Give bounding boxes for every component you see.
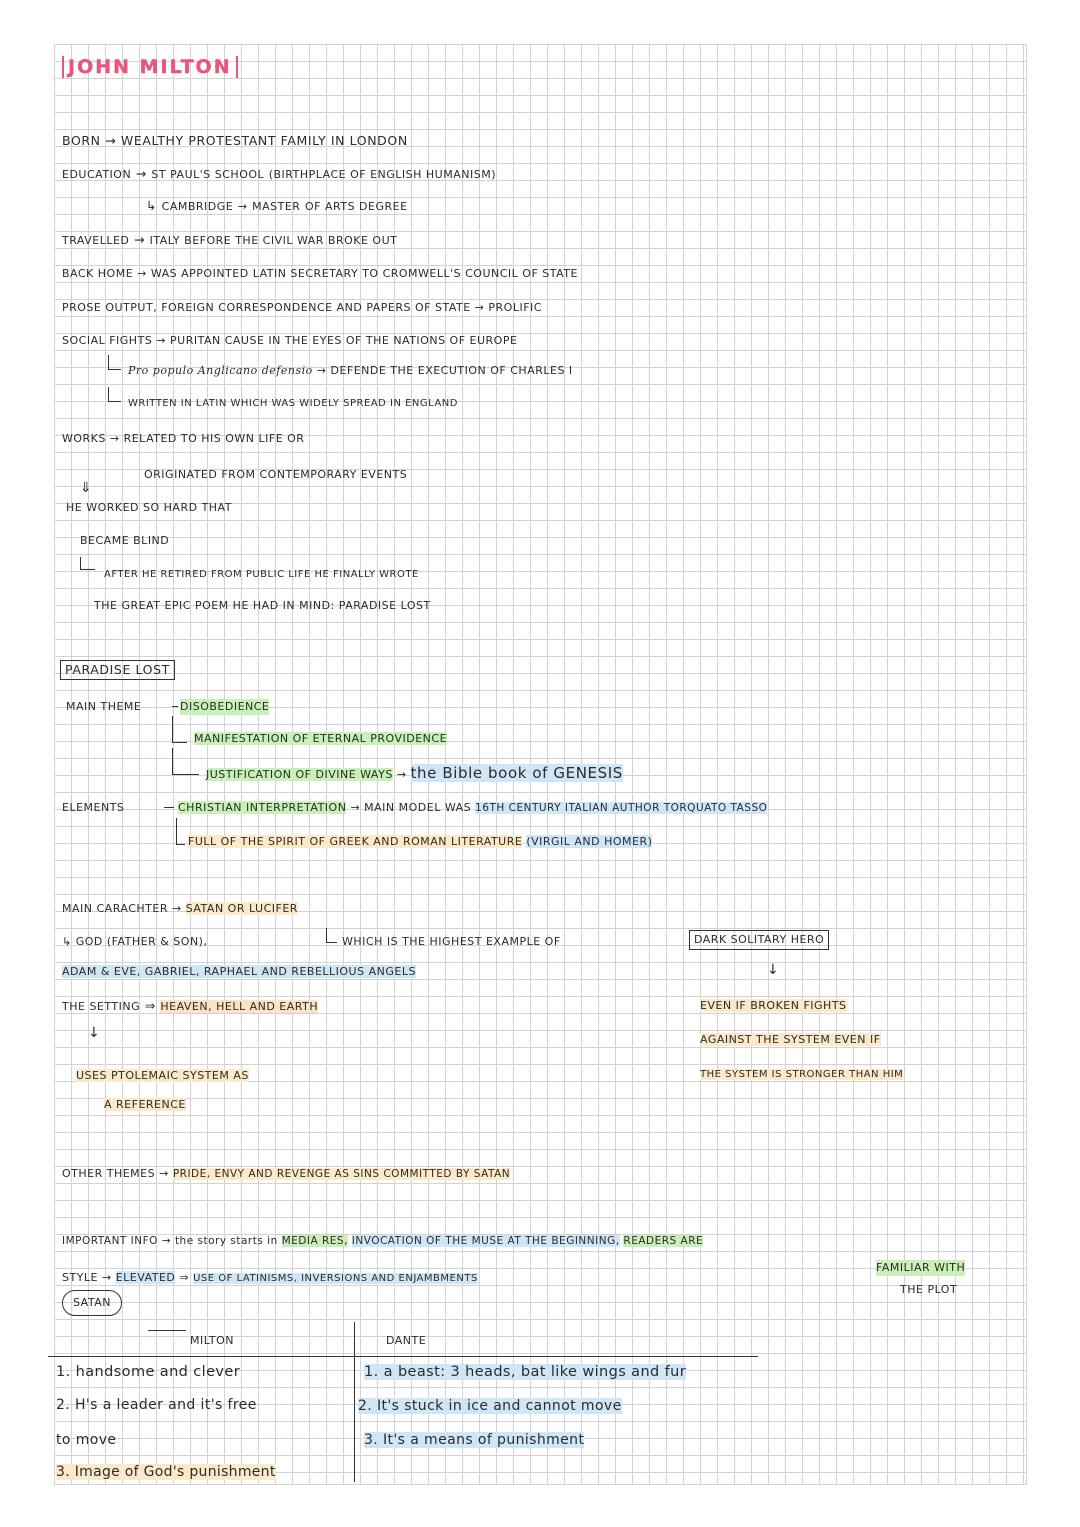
dash	[172, 706, 178, 707]
back-text: WAS APPOINTED LATIN SECRETARY TO CROMWELL'S COUNCIL OF STATE	[150, 267, 578, 280]
manifestation: MANIFESTATION OF ETERNAL PROVIDENCE	[194, 732, 448, 745]
style-line	[62, 1270, 478, 1287]
travelled-label: TRAVELLED	[62, 234, 130, 247]
arrow-icon: →	[137, 267, 147, 280]
important-line	[62, 1233, 703, 1249]
corner-arrow-icon: ↳	[146, 198, 158, 213]
born-line	[62, 133, 408, 149]
works-text: RELATED TO HIS OWN LIFE OR	[123, 432, 305, 445]
education-note: (BIRTHPLACE OF ENGLISH HUMANISM)	[268, 168, 496, 181]
milton-item-3	[56, 1464, 276, 1480]
against-line	[700, 1032, 881, 1048]
arrow-icon: →	[161, 1235, 172, 1247]
christian: CHRISTIAN INTERPRETATION	[178, 801, 347, 814]
arrow-icon: →	[316, 364, 327, 377]
uses: USES PTOLEMAIC SYSTEM AS	[76, 1069, 249, 1082]
style-use: USE OF LATINISMS, INVERSIONS AND ENJAMBMENTS	[193, 1273, 478, 1284]
prolific: PROLIFIC	[488, 301, 542, 314]
became-blind: BECAME BLIND	[80, 534, 170, 547]
system-stronger-line	[700, 1067, 903, 1083]
arrow-icon: →	[237, 200, 248, 213]
page-title: JOHN MILTON	[62, 56, 238, 78]
bracket	[172, 748, 199, 775]
connector-line	[148, 1330, 186, 1331]
arrow-icon: →	[156, 334, 167, 347]
education-text: ST PAUL'S SCHOOL	[151, 168, 265, 181]
arrow-icon: →	[171, 902, 182, 915]
double-arrow-icon: ⇒	[179, 1271, 190, 1284]
cambridge: CAMBRIDGE	[161, 200, 234, 213]
style-text: ELEVATED	[115, 1271, 176, 1284]
other-themes-text: PRIDE, ENVY AND REVENGE AS SINS COMMITTED BY SATAN	[172, 1168, 511, 1180]
bracket	[326, 928, 337, 943]
pro-populo: Pro populo Anglicano defensio	[128, 364, 313, 377]
pro-populo-line	[128, 363, 573, 379]
other-themes-label: OTHER THEMES	[62, 1167, 156, 1180]
works-line	[62, 431, 304, 447]
bracket	[80, 557, 95, 570]
arrow-icon: →	[474, 301, 485, 314]
dante-item-2: 2. It's stuck in ice and cannot move	[358, 1398, 622, 1414]
uses-line	[76, 1068, 249, 1084]
justification: JUSTIFICATION OF DIVINE WAYS	[206, 768, 393, 781]
satan-oval: SATAN	[62, 1290, 122, 1316]
main-char-line	[62, 901, 298, 917]
born-label: BORN	[62, 133, 101, 148]
even-if-line	[700, 998, 847, 1014]
other-themes-line	[62, 1166, 510, 1182]
main-model: MAIN MODEL WAS	[364, 801, 472, 814]
god: GOD (FATHER & SON),	[75, 935, 208, 948]
dante-item-1: 1. a beast: 3 heads, bat like wings and fur	[364, 1364, 687, 1380]
dash	[164, 807, 174, 808]
bracket	[176, 818, 185, 845]
table-divider	[354, 1322, 355, 1482]
milton-item-2b: to move	[56, 1432, 117, 1448]
virgil: (VIRGIL AND HOMER)	[526, 835, 653, 848]
the-plot: THE PLOT	[900, 1283, 958, 1296]
against: AGAINST THE SYSTEM EVEN IF	[700, 1033, 881, 1046]
prose-line	[62, 300, 542, 316]
media-res: MEDIA RES,	[281, 1235, 348, 1247]
milton-item-2: 2. H's a leader and it's free	[56, 1397, 257, 1413]
corner-arrow-icon: ↳	[62, 935, 72, 948]
justification-line	[206, 765, 623, 783]
god-line	[62, 934, 207, 950]
adam: ADAM & EVE, GABRIEL, RAPHAEL AND REBELLIOUS ANGELS	[62, 965, 416, 978]
social-label: SOCIAL FIGHTS	[62, 334, 153, 347]
after-retired: AFTER HE RETIRED FROM PUBLIC LIFE HE FINALLY WROTE	[104, 569, 419, 580]
worked-hard: HE WORKED SO HARD THAT	[66, 501, 232, 514]
setting-label: THE SETTING	[62, 1000, 141, 1013]
defence-text: DEFENDE THE EXECUTION OF CHARLES I	[330, 364, 573, 377]
full-of: FULL OF THE SPIRIT OF GREEK AND ROMAN LITERATURE	[188, 835, 523, 848]
readers: READERS ARE	[623, 1235, 704, 1247]
written-text: WRITTEN IN LATIN WHICH WAS WIDELY SPREAD IN ENGLAND	[128, 398, 458, 409]
born-text: WEALTHY PROTESTANT FAMILY IN LONDON	[120, 133, 408, 148]
elements-label: ELEMENTS	[62, 801, 125, 814]
familiar: FAMILIAR WITH	[876, 1261, 966, 1274]
table-header-rule	[48, 1356, 758, 1357]
full-of-line	[188, 834, 652, 850]
travelled-line	[62, 232, 397, 249]
invocation: INVOCATION OF THE MUSE AT THE BEGINNING,	[351, 1235, 620, 1247]
story: the story starts in	[174, 1235, 278, 1247]
christian-line	[178, 800, 767, 816]
education-line	[62, 166, 496, 183]
style-label: STYLE	[62, 1271, 98, 1284]
prose-text: PROSE OUTPUT, FOREIGN CORRESPONDENCE AND PAPERS OF STATE	[62, 301, 471, 314]
arrow-icon: →	[133, 232, 146, 247]
bracket	[108, 387, 121, 402]
master: MASTER	[252, 200, 301, 213]
manifestation-line	[194, 731, 447, 747]
master-rest: OF ARTS DEGREE	[305, 200, 408, 213]
important-label: IMPORTANT INFO	[62, 1235, 158, 1247]
cambridge-line	[146, 198, 408, 215]
adam-line	[62, 964, 416, 980]
dark-hero-box: DARK SOLITARY HERO	[689, 930, 829, 950]
reference-line	[104, 1097, 186, 1113]
double-arrow-icon: ⇒	[144, 998, 156, 1013]
setting-line	[62, 998, 318, 1015]
setting-text: HEAVEN, HELL AND EARTH	[160, 1000, 319, 1013]
arrow-icon: →	[396, 768, 407, 781]
great-epic: THE GREAT EPIC POEM HE HAD IN MIND: PARADISE LOST	[94, 599, 431, 612]
arrow-icon: →	[109, 432, 120, 445]
arrow-icon: →	[350, 801, 361, 814]
arrow-icon: →	[105, 133, 117, 148]
tasso: 16TH CENTURY ITALIAN AUTHOR TORQUATO TASSO	[475, 802, 768, 814]
originated: ORIGINATED FROM CONTEMPORARY EVENTS	[144, 468, 408, 481]
arrow-icon: →	[135, 166, 147, 181]
even-if: EVEN IF BROKEN FIGHTS	[700, 999, 847, 1012]
reference: A REFERENCE	[104, 1098, 186, 1111]
down-arrow-icon: ↓	[88, 1025, 100, 1041]
dante-item-3: 3. It's a means of punishment	[364, 1432, 585, 1448]
milton-item-3-text: 3. Image of God's punishment	[56, 1464, 276, 1480]
milton-header: MILTON	[190, 1334, 234, 1347]
disobedience: DISOBEDIENCE	[180, 700, 270, 713]
works-label: WORKS	[62, 432, 106, 445]
travelled-text: ITALY BEFORE THE CIVIL WAR BROKE OUT	[149, 234, 398, 247]
system-stronger: THE SYSTEM IS STRONGER THAN HIM	[700, 1069, 904, 1080]
satan-or: SATAN OR LUCIFER	[185, 902, 298, 915]
back-home-line	[62, 266, 578, 282]
bible: the Bible book of GENESIS	[410, 764, 623, 782]
paradise-lost-box: PARADISE LOST	[60, 660, 175, 680]
bracket	[108, 355, 121, 370]
arrow-icon: →	[102, 1271, 112, 1284]
main-char: MAIN CARACHTER	[62, 902, 168, 915]
back-label: BACK HOME	[62, 267, 134, 280]
dante-header: DANTE	[386, 1334, 427, 1347]
milton-item-1: 1. handsome and clever	[56, 1364, 241, 1380]
main-theme-label: MAIN THEME	[66, 700, 142, 713]
which-is: WHICH IS THE HIGHEST EXAMPLE OF	[342, 935, 561, 948]
education-label: EDUCATION	[62, 168, 132, 181]
down-arrow-icon: ↓	[767, 962, 779, 978]
bracket	[172, 716, 187, 743]
social-line	[62, 333, 517, 349]
social-text: PURITAN CAUSE IN THE EYES OF THE NATIONS OF EUROPE	[170, 334, 518, 347]
double-down-arrow-icon: ⇓	[80, 480, 92, 496]
arrow-icon: →	[159, 1167, 169, 1180]
